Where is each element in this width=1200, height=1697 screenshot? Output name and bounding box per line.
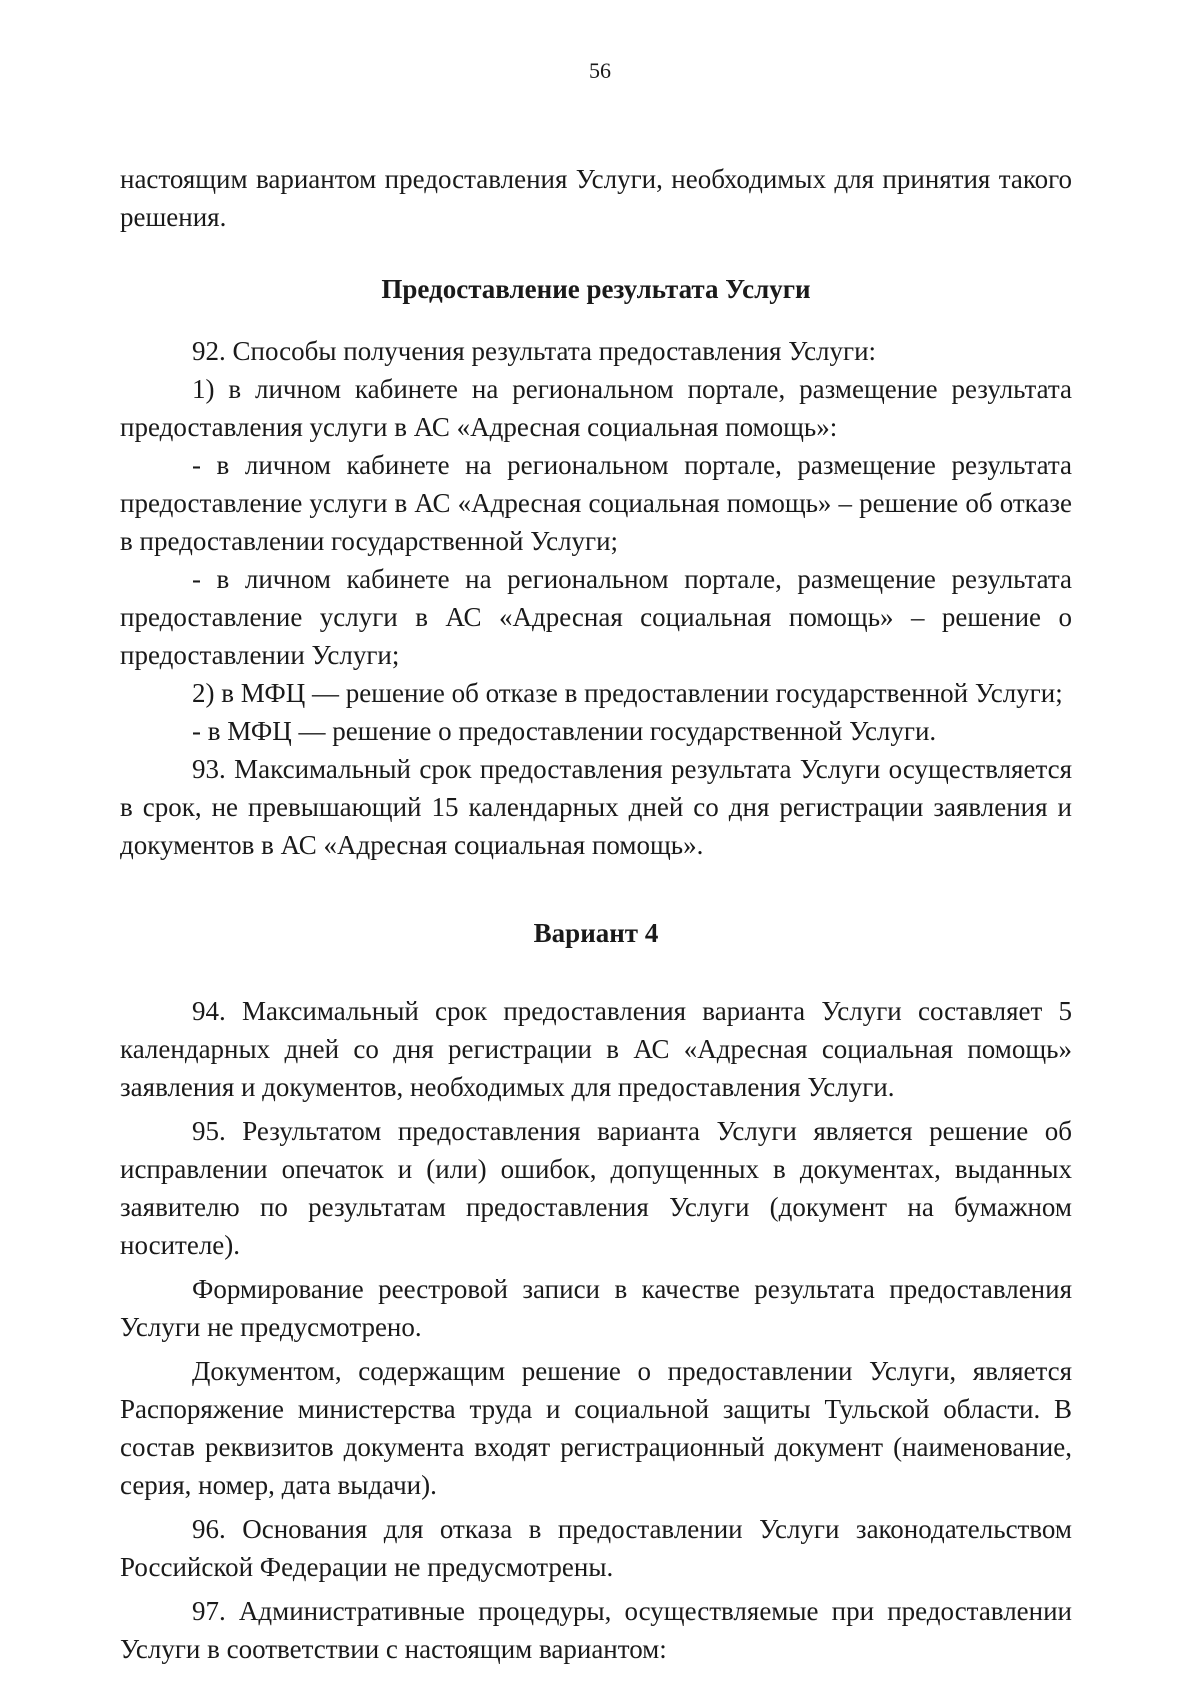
page-number: 56 <box>589 58 611 83</box>
paragraph-92-item-1-refusal: - в личном кабинете на региональном портале, размещение результата предоставление услуги в АС «Адресная социальная помощь» – решение об отказе в предоставлении государственной Услуги; <box>120 450 1072 556</box>
paragraph-92-item-2-grant: - в МФЦ — решение о предоставлении государственной Услуги. <box>192 716 937 746</box>
paragraph-92-item-2: 2) в МФЦ — решение об отказе в предоставлении государственной Услуги; <box>192 678 1063 708</box>
document-body <box>120 160 1072 1668</box>
section-heading-result: Предоставление результата Услуги <box>381 274 811 304</box>
paragraph-97: 97. Административные процедуры, осуществляемые при предоставлении Услуги в соответствии с настоящим вариантом: <box>120 1596 1072 1664</box>
paragraph-94: 94. Максимальный срок предоставления варианта Услуги составляет 5 календарных дней со дня регистрации в АС «Адресная социальная помощь» заявления и документов, необходимых для предоставления Услуги. <box>120 996 1072 1102</box>
paragraph-92: 92. Способы получения результата предоставления Услуги: <box>192 336 877 366</box>
section-heading-variant-4: Вариант 4 <box>533 918 659 948</box>
paragraph-92-item-1-grant: - в личном кабинете на региональном портале, размещение результата предоставление услуги в АС «Адресная социальная помощь» – решение о предоставлении Услуги; <box>120 564 1072 670</box>
paragraph-continuation: настоящим вариантом предоставления Услуги, необходимых для принятия такого решения. <box>120 164 1072 232</box>
paragraph-96: 96. Основания для отказа в предоставлении Услуги законодательством Российской Федерации не предусмотрены. <box>120 1514 1072 1582</box>
paragraph-95: 95. Результатом предоставления варианта Услуги является решение об исправлении опечаток и (или) ошибок, допущенных в документах, выданных заявителю по результатам предоставления Услуги (документ на бумажном носителе). <box>120 1116 1072 1260</box>
paragraph-93: 93. Максимальный срок предоставления результата Услуги осуществляется в срок, не превышающий 15 календарных дней со дня регистрации заявления и документов в АС «Адресная социальная помощь». <box>120 754 1072 860</box>
paragraph-document: Документом, содержащим решение о предоставлении Услуги, является Распоряжение министерства труда и социальной защиты Тульской области. В состав реквизитов документа входят регистрационный документ (наименование, серия, номер, дата выдачи). <box>120 1356 1072 1500</box>
paragraph-registry: Формирование реестровой записи в качестве результата предоставления Услуги не предусмотрено. <box>120 1274 1072 1342</box>
paragraph-92-item-1: 1) в личном кабинете на региональном портале, размещение результата предоставления услуги в АС «Адресная социальная помощь»: <box>120 374 1072 442</box>
